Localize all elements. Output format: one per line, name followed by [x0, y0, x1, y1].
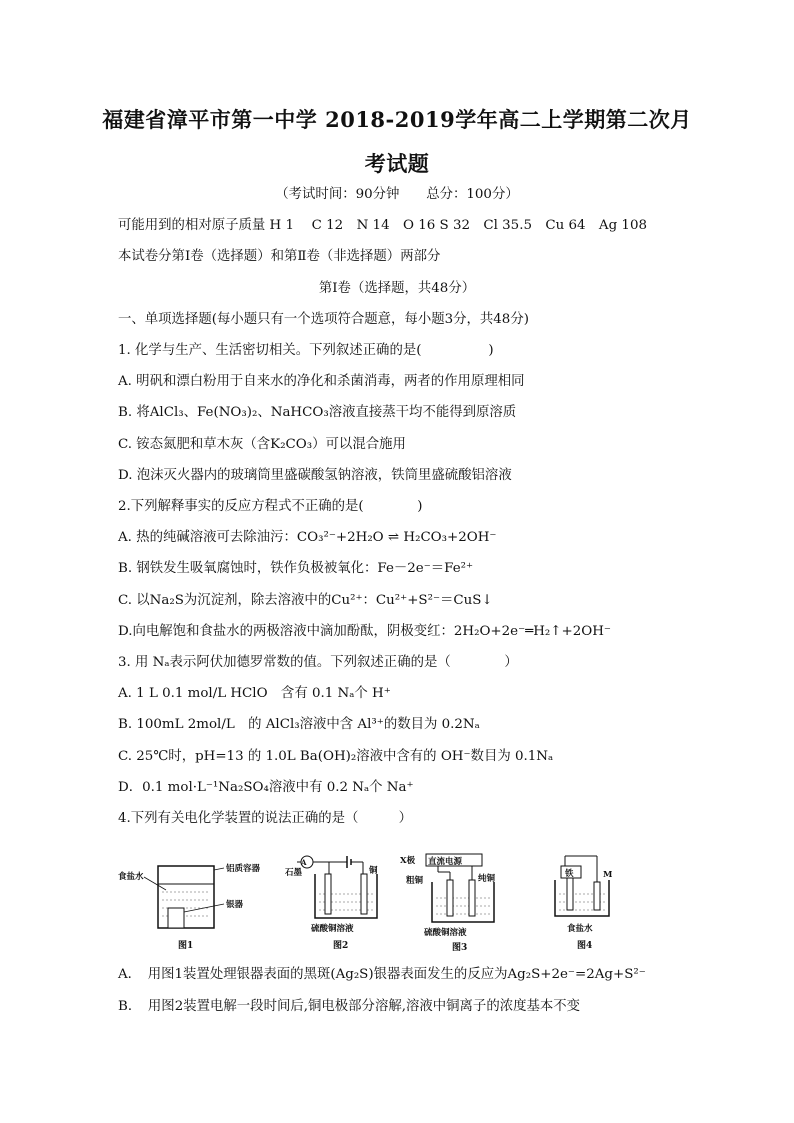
fig4-caption: 图4	[577, 941, 593, 951]
q3-option-b: B. 100mL 2mol/L 的 AlCl₃溶液中含 Al³⁺的数目为 0.2Nₐ	[118, 717, 480, 732]
q1-option-d: D. 泡沫灭火器内的玻璃筒里盛碳酸氢钠溶液，铁筒里盛硫酸铝溶液	[118, 468, 512, 483]
q4-option-a: A． 用图1装置处理银器表面的黑斑(Ag₂S)银器表面发生的反应为Ag₂S+2e⁻=2Ag+S²⁻	[118, 967, 646, 982]
fig3-label-pure: 纯铜	[478, 874, 496, 884]
q1-stem: 1. 化学与生产、生活密切相关。下列叙述正确的是( )	[118, 343, 494, 358]
q3-option-c: C. 25℃时，pH=13 的 1.0L Ba(OH)₂溶液中含有的 OH⁻数目为 0.1Nₐ	[118, 749, 554, 764]
q2-option-c: C. 以Na₂S为沉淀剂，除去溶液中的Cu²⁺：Cu²⁺+S²⁻＝CuS↓	[118, 593, 493, 608]
fig2-caption: 图2	[333, 941, 349, 951]
fig1-label-salt: 食盐水	[118, 872, 144, 882]
part1-title: 第Ⅰ卷（选择题，共48分）	[318, 281, 476, 296]
page-title-line1: 福建省漳平市第一中学 2018-2019学年高二上学期第二次月	[102, 107, 692, 132]
fig3-label-solution: 硫酸铜溶液	[424, 928, 467, 938]
exam-info: （考试时间：90分钟 总分：100分）	[275, 187, 519, 202]
figure-3	[398, 852, 518, 952]
q2-option-b: B. 钢铁发生吸氧腐蚀时，铁作负极被氧化：Fe－2e⁻＝Fe²⁺	[118, 561, 474, 576]
fig4-label-m: M	[603, 870, 613, 880]
fig2-label-solution: 硫酸铜溶液	[311, 924, 354, 934]
fig2-label-graphite: 石墨	[285, 868, 303, 878]
fig1-label-al: 铝质容器	[226, 864, 261, 874]
section-heading: 一、单项选择题(每小题只有一个选项符合题意，每小题3分，共48分)	[118, 312, 529, 327]
figure-4	[545, 852, 625, 952]
paper-parts: 本试卷分第Ⅰ卷（选择题）和第Ⅱ卷（非选择题）两部分	[118, 249, 441, 264]
q1-option-a: A. 明矾和漂白粉用于自来水的净化和杀菌消毒，两者的作用原理相同	[118, 374, 525, 389]
figure-4-drawing	[545, 852, 625, 952]
atomic-masses: 可能用到的相对原子质量 H 1 C 12 N 14 O 16 S 32 Cl 35.5 Cu 64 Ag 108	[118, 218, 647, 233]
q4-stem: 4.下列有关电化学装置的说法正确的是（ ）	[118, 811, 412, 826]
fig3-label-dc: 直流电源	[428, 857, 463, 867]
fig1-caption: 图1	[178, 941, 194, 951]
fig3-caption: 图3	[452, 943, 468, 953]
fig4-label-salt: 食盐水	[567, 924, 593, 934]
q1-option-c: C. 铵态氮肥和草木灰（含K₂CO₃）可以混合施用	[118, 437, 406, 452]
q3-stem: 3. 用 Nₐ表示阿伏加德罗常数的值。下列叙述正确的是（ ）	[118, 655, 518, 670]
fig2-label-cu: 铜	[369, 866, 378, 876]
page-title-line2: 考试题	[364, 151, 430, 176]
fig2-meter-label: A	[301, 858, 307, 867]
fig3-label-crude: 粗铜	[406, 876, 424, 886]
fig4-label-fe: 铁	[565, 869, 574, 879]
q3-option-d: D．0.1 mol·L⁻¹Na₂SO₄溶液中有 0.2 Nₐ个 Na⁺	[118, 780, 414, 795]
figure-2	[285, 852, 395, 952]
q2-stem: 2.下列解释事实的反应方程式不正确的是( )	[118, 499, 423, 514]
q2-option-d: D.向电解饱和食盐水的两极溶液中滴加酚酞，阴极变红：2H₂O+2e⁻═H₂↑+2OH⁻	[118, 624, 611, 639]
figure-1	[118, 852, 278, 952]
q1-option-b: B. 将AlCl₃、Fe(NO₃)₂、NaHCO₃溶液直接蒸干均不能得到原溶质	[118, 405, 517, 420]
fig1-label-ag: 银器	[226, 900, 244, 910]
q4-option-b: B． 用图2装置电解一段时间后,铜电极部分溶解,溶液中铜离子的浓度基本不变	[118, 999, 581, 1014]
fig3-label-x: X极	[400, 856, 416, 866]
q3-option-a: A. 1 L 0.1 mol/L HClO 含有 0.1 Nₐ个 H⁺	[118, 686, 391, 701]
q2-option-a: A. 热的纯碱溶液可去除油污：CO₃²⁻+2H₂O ⇌ H₂CO₃+2OH⁻	[118, 530, 497, 545]
